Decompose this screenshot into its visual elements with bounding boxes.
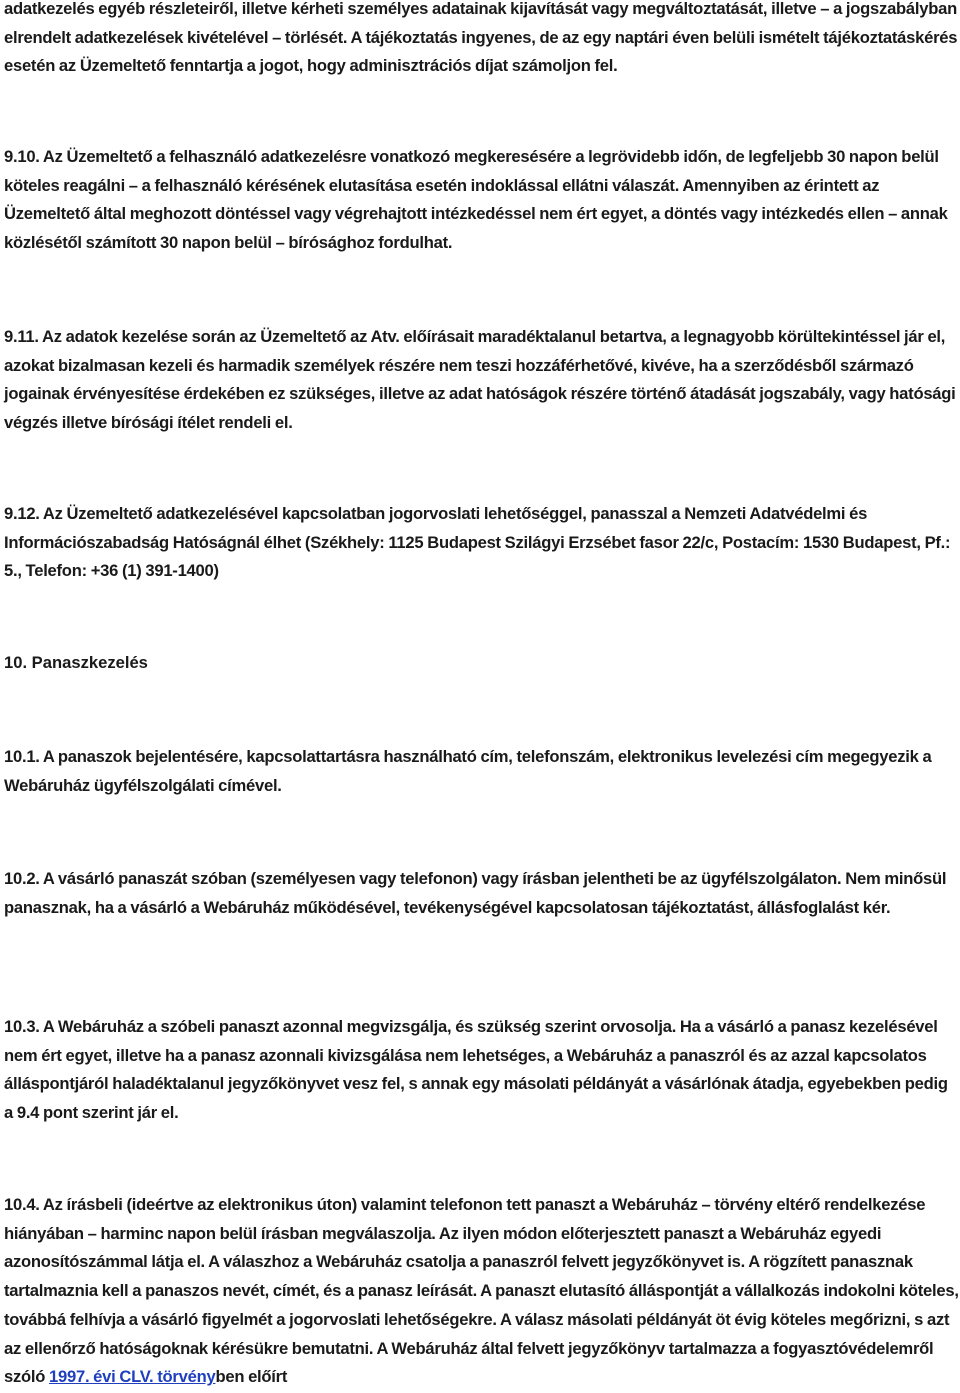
- section-heading-10: 10. Panaszkezelés: [4, 653, 148, 672]
- paragraph-intro: adatkezelés egyéb részleteiről, illetve kérheti személyes adatainak kijavítását vagy megváltoztatását, illetve – a jogszabályban elrendelt adatkezelések kivételével – törlését. A tájékoztatás ingyenes, de az egy naptári éven belüli ismételt tájékoztatáskérés esetén az Üzemeltető fenntartja a jogot, hogy adminisztrációs díjat számoljon fel.: [4, 0, 958, 76]
- law-reference-link[interactable]: 1997. évi CLV. törvény: [49, 1367, 216, 1387]
- paragraph-10-2: 10.2. A vásárló panaszát szóban (személyesen vagy telefonon) vagy írásban jelentheti be az ügyfélszolgálaton. Nem minősül panasznak, ha a vásárló a Webáruház működésével, tevékenységével kapcsolatosan tájékoztatást, állásfoglalást kér.: [4, 869, 947, 917]
- paragraph-10-1: 10.1. A panaszok bejelentésére, kapcsolattartásra használható cím, telefonszám, elektronikus levelezési cím megegyezik a Webáruház ügyfélszolgálati címével.: [4, 747, 932, 795]
- paragraph-9-12: 9.12. Az Üzemeltető adatkezelésével kapcsolatban jogorvoslati lehetőséggel, panasszal a Nemzeti Adatvédelmi és Információszabadság Hatóságnál élhet (Székhely: 1125 Budapest Szilágyi Erzsébet fasor 22/c, Postacím: 1530 Budapest, Pf.: 5., Telefon: +36 (1) 391-1400): [4, 504, 951, 581]
- paragraph-9-10: 9.10. Az Üzemeltető a felhasználó adatkezelésre vonatkozó megkeresésére a legrövidebb időn, de legfeljebb 30 napon belül köteles reagálni – a felhasználó kérésének elutasítása esetén indoklással ellátni válaszát. Amennyiben az érintett az Üzemeltető által meghozott döntéssel vagy végrehajtott intézkedéssel nem ért egyet, a döntés vagy intézkedés ellen – annak közlésétől számított 30 napon belül – bírósághoz fordulhat.: [4, 147, 948, 253]
- paragraph-10-4-text: 10.4. Az írásbeli (ideértve az elektronikus úton) valamint telefonon tett panaszt a Webáruház – törvény eltérő rendelkezése hiányában – harminc napon belül írásban megválaszolja. Az ilyen módon előterjesztett panaszt a Webáruház egyedi azonosítószámmal látja el. A válaszhoz a Webáruház csatolja a panaszról felvett jegyzőkönyvet is. A rögzített panasznak tartalmaznia kell a panaszos nevét, címét, és a panasz leírását. A panaszt elutasító álláspontját a vállalkozás indokolni köteles, továbbá felhívja a vásárló figyelmét a jogorvoslati lehetőségekre. A válasz másolati példányát öt évig köteles megőrizni, s azt az ellenőrző hatóságoknak kérésükre bemutatni. A Webáruház által felvett jegyzőkönyv tartalmazza a fogyasztóvédelemről szóló: [4, 1195, 959, 1387]
- paragraph-10-4: [4, 1191, 959, 1392]
- paragraph-10-3: 10.3. A Webáruház a szóbeli panaszt azonnal megvizsgálja, és szükség szerint orvosolja. Ha a vásárló a panasz kezelésével nem ért egyet, illetve ha a panasz azonnali kivizsgálása nem lehetséges, a Webáruház a panaszról és az azzal kapcsolatos álláspontjáról haladéktalanul jegyzőkönyvet vesz fel, s annak egy másolati példányát a vásárlónak átadja, egyebekben pedig a 9.4 pont szerint jár el.: [4, 1017, 948, 1123]
- paragraph-10-4-tail: ben előírt: [215, 1367, 288, 1387]
- paragraph-9-11: 9.11. Az adatok kezelése során az Üzemeltető az Atv. előírásait maradéktalanul betartva, a legnagyobb körültekintéssel jár el, azokat bizalmasan kezeli és harmadik személyek részére nem teszi hozzáférhetővé, kivéve, ha a szerződésből származó jogainak érvényesítése érdekében ez szükséges, illetve az adat hatóságok részére történő átadását jogszabály, vagy hatósági végzés illetve bírósági ítélet rendeli el.: [4, 327, 956, 433]
